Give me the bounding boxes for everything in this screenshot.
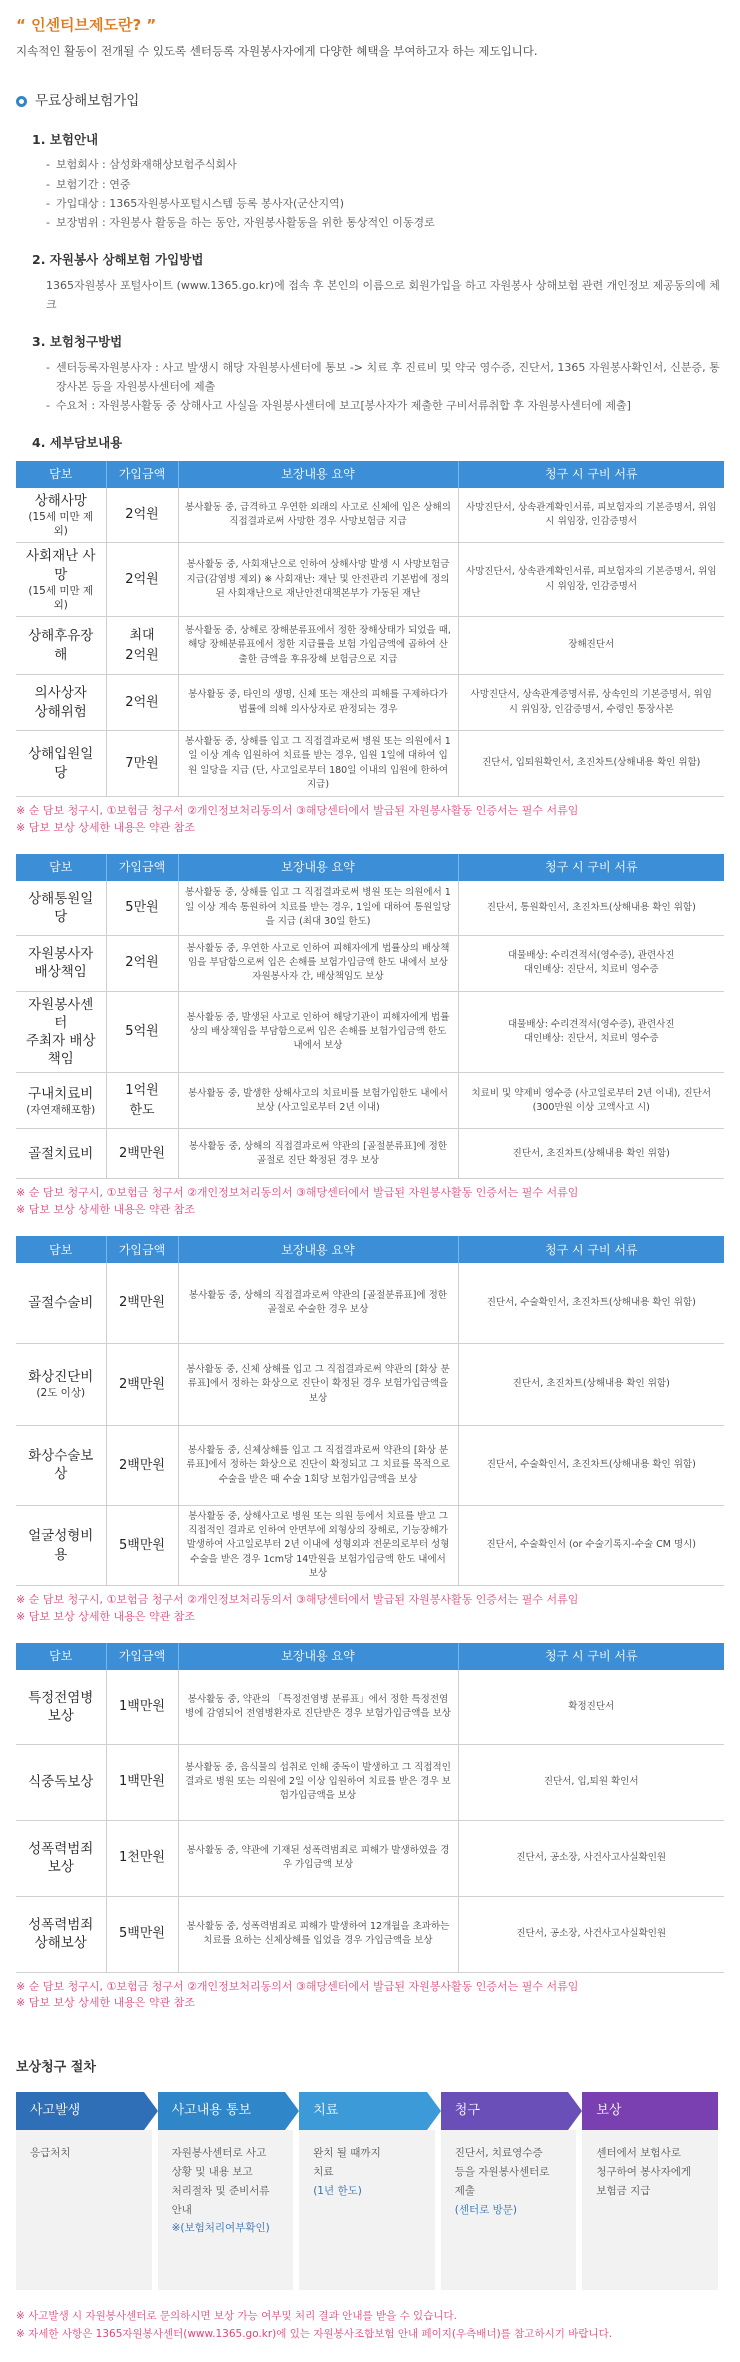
process-step-text: 상황 및 내용 보고 xyxy=(171,2165,253,2178)
required-documents: 확정진단서 xyxy=(458,1670,724,1744)
table-note: ※ 순 담보 청구시, ①보험금 청구서 ②개인정보처리동의서 ③해당센터에서 발급된 자원봉사활동 인증서는 필수 서류임 xyxy=(16,1593,579,1607)
process-step-text: 자원봉사센터로 사고 xyxy=(171,2146,267,2159)
required-documents: 사망진단서, 상속관계증명서류, 상속인의 기본증명서, 위임 시 위임장, 인감증명서, 수령인 통장사본 xyxy=(458,675,724,731)
required-documents: 진단서, 초진차트(상해내용 확인 위함) xyxy=(458,1343,724,1425)
table-row xyxy=(16,1263,724,1343)
required-documents: 진단서, 공소장, 사건사고사실확인원 xyxy=(458,1896,724,1972)
process-step-label xyxy=(299,2092,427,2130)
coverage-table xyxy=(16,461,724,797)
coverage-name-text: 화상수술보상 xyxy=(28,1448,94,1483)
section-title: 무료상해보험가입 xyxy=(35,93,140,110)
column-header: 보장내용 요약 xyxy=(178,461,458,488)
coverage-name-text: 자원봉사자 xyxy=(28,945,94,962)
column-header: 보장내용 요약 xyxy=(178,1236,458,1263)
coverage-tables xyxy=(16,461,724,2012)
required-documents: 진단서, 통원확인서, 초진차트(상해내용 확인 위함) xyxy=(458,881,724,935)
coverage-name-note: (2도 이상) xyxy=(36,1387,86,1400)
required-documents: 진단서, 입퇴원확인서, 초진차트(상해내용 확인 위함) xyxy=(458,731,724,797)
coverage-name xyxy=(16,543,106,617)
coverage-amount: 5백만원 xyxy=(106,1896,178,1972)
required-documents: 사망진단서, 상속관계확인서류, 피보험자의 기본증명서, 위임 시 위임장, 인감증명서 xyxy=(458,543,724,617)
coverage-name-text: 상해사망 xyxy=(34,492,87,509)
coverage-name-text: 상해후유장해 xyxy=(28,628,94,663)
coverage-summary: 봉사활동 중, 발생한 상해사고의 치료비를 보험가입한도 내에서 보상 (사고일로부터 2년 이내) xyxy=(178,1073,458,1129)
coverage-amount: 1백만원 xyxy=(106,1670,178,1744)
coverage-name xyxy=(16,617,106,675)
process-step-highlight: (1년 한도) xyxy=(313,2184,362,2197)
coverage-name xyxy=(16,731,106,797)
arrow-right-icon xyxy=(285,2092,299,2130)
coverage-summary: 봉사활동 중, 음식물의 섭취로 인해 중독이 발생하고 그 직접적인 결과로 병원 또는 의원에 2일 이상 입원하여 치료를 받은 경우 보험가입금액을 보상 xyxy=(178,1744,458,1820)
table-note: ※ 담보 보상 상세한 내용은 약관 참조 xyxy=(16,1609,195,1623)
process-step-text: 보험금 지급 xyxy=(596,2184,651,2197)
table-row xyxy=(16,991,724,1073)
process-step xyxy=(441,2092,583,2290)
claim-process-title: 보상청구 절차 xyxy=(16,2059,96,2075)
column-header: 보장내용 요약 xyxy=(178,1643,458,1670)
table-row xyxy=(16,675,724,731)
insurance-info xyxy=(16,130,724,232)
coverage-summary: 봉사활동 중, 성폭력범죄로 피해가 발생하여 12개월을 초과하는 치료를 요하는 신체상해를 입었을 경우 가입금액을 보상 xyxy=(178,1896,458,1972)
coverage-name-text: 의사상자 xyxy=(34,685,87,702)
process-step-text: 응급처치 xyxy=(30,2146,71,2159)
required-documents: 진단서, 초진차트(상해내용 확인 위함) xyxy=(458,1129,724,1179)
process-step xyxy=(158,2092,300,2290)
table-note: ※ 담보 보상 상세한 내용은 약관 참조 xyxy=(16,1202,195,1216)
coverage-summary: 봉사활동 중, 약관에 기재된 성폭력범죄로 피해가 발생하였을 경우 가입금액 보상 xyxy=(178,1820,458,1896)
coverage-amount: 2억원 xyxy=(106,935,178,991)
process-step xyxy=(16,2092,158,2290)
coverage-name-text: 사회재난 사망 xyxy=(26,548,96,583)
table-note: ※ 순 담보 청구시, ①보험금 청구서 ②개인정보처리동의서 ③해당센터에서 발급된 자원봉사활동 인증서는 필수 서류임 xyxy=(16,1186,579,1200)
coverage-name-text: 상해보상 xyxy=(34,1935,87,1952)
table-note: ※ 담보 보상 상세한 내용은 약관 참조 xyxy=(16,1996,195,2010)
coverage-summary: 봉사활동 중, 신체상해를 입고 그 직접결과로써 약관의 [화상 분류표]에서 정하는 화상으로 진단이 확정되고 그 치료를 목적으로 수술을 받은 때 수술 1회당 보험가입금액을 보상 xyxy=(178,1425,458,1505)
required-documents: 대물배상: 수리견적서(영수증), 관련사진 대인배상: 진단서, 치료비 영수증 xyxy=(458,935,724,991)
table-row xyxy=(16,543,724,617)
coverage-summary: 봉사활동 중, 상해로 장해분류표에서 정한 장해상태가 되었을 때, 해당 장해분류표에서 정한 지급률을 보험 가입금액에 곱하여 산출한 금액을 후유장해 보험금으로 지급 xyxy=(178,617,458,675)
column-header: 가입금액 xyxy=(106,461,178,488)
claim-method-title: 3. 보험청구방법 xyxy=(32,334,123,350)
process-step xyxy=(582,2092,724,2290)
column-header: 청구 시 구비 서류 xyxy=(458,1643,724,1670)
required-documents: 진단서, 수술확인서, 초진차트(상해내용 확인 위함) xyxy=(458,1263,724,1343)
table-row xyxy=(16,1896,724,1972)
required-documents: 진단서, 수술확인서, 초진차트(상해내용 확인 위함) xyxy=(458,1425,724,1505)
coverage-summary: 봉사활동 중, 발생된 사고로 인하여 해당기관이 피해자에게 법률상의 배상책임을 부담함으로써 입은 손해를 보험가입금액 한도 내에서 보상 xyxy=(178,991,458,1073)
coverage-name xyxy=(16,935,106,991)
bottom-note: ※ 사고발생 시 자원봉사센터로 문의하시면 보상 가능 여부및 처리 결과 안내를 받을 수 있습니다. xyxy=(16,2309,457,2322)
bottom-notes xyxy=(16,2308,724,2344)
process-step-label-text: 사고내용 통보 xyxy=(171,2102,252,2118)
list-item: - 센터등록자원봉사자 : 사고 발생시 해당 자원봉사센터에 통보 -> 치료 후 진료비 및 약국 영수증, 진단서, 1365 자원봉사확인서, 신분증, 통장사본 등을 자원봉사센터에 제출 xyxy=(46,358,724,397)
coverage-amount: 5백만원 xyxy=(106,1505,178,1585)
required-documents: 진단서, 수술확인서 (or 수술기록지-수술 CM 명시) xyxy=(458,1505,724,1585)
coverage-summary: 봉사활동 중, 우연한 사고로 인하여 피해자에게 법률상의 배상책임을 부담함으로써 입은 손해를 보험가입금액 한도 내에서 보상 자원봉사자 간, 배상책임도 보상 xyxy=(178,935,458,991)
coverage-name-text: 골절치료비 xyxy=(28,1145,94,1162)
circle-bullet-icon xyxy=(16,96,27,107)
intro-text: 지속적인 활동이 전개될 수 있도록 센터등록 자원봉사자에게 다양한 혜택을 부여하고자 하는 제도입니다. xyxy=(16,44,538,59)
coverage-name xyxy=(16,488,106,543)
table-row xyxy=(16,1425,724,1505)
coverage-amount: 1백만원 xyxy=(106,1744,178,1820)
coverage-name-text: 상해통원일당 xyxy=(28,890,94,925)
coverage-name xyxy=(16,1263,106,1343)
table-row xyxy=(16,1820,724,1896)
coverage-name-text: 주최자 배상책임 xyxy=(26,1033,96,1068)
required-documents: 진단서, 입,퇴원 확인서 xyxy=(458,1744,724,1820)
join-method-title: 2. 자원봉사 상해보험 가입방법 xyxy=(32,252,204,268)
process-step-body xyxy=(16,2130,152,2290)
coverage-name-text: 자원봉사센터 xyxy=(28,996,94,1031)
coverage-name-note: (자연재해포함) xyxy=(26,1103,96,1116)
coverage-details xyxy=(16,433,724,452)
process-step-label-text: 보상 xyxy=(596,2102,622,2118)
table-row xyxy=(16,1073,724,1129)
coverage-amount: 2백만원 xyxy=(106,1343,178,1425)
required-documents: 치료비 및 약제비 영수증 (사고일로부터 2년 이내), 진단서(300만원 이상 고액사고 시) xyxy=(458,1073,724,1129)
process-step-body xyxy=(299,2130,435,2290)
coverage-name-text: 구내치료비 xyxy=(28,1085,94,1102)
coverage-amount: 2억원 xyxy=(106,675,178,731)
coverage-name-text: 얼굴성형비용 xyxy=(28,1528,94,1563)
table-notes xyxy=(16,1979,724,2012)
column-header: 가입금액 xyxy=(106,1236,178,1263)
column-header: 청구 시 구비 서류 xyxy=(458,1236,724,1263)
process-step-body xyxy=(158,2130,294,2290)
coverage-amount: 2백만원 xyxy=(106,1263,178,1343)
required-documents: 장해진단서 xyxy=(458,617,724,675)
table-row xyxy=(16,1744,724,1820)
coverage-name-text: 골절수술비 xyxy=(28,1295,94,1312)
coverage-name-text: 성폭력범죄 xyxy=(28,1916,94,1933)
claim-method-list xyxy=(32,358,724,416)
process-step-label-text: 사고발생 xyxy=(30,2102,81,2118)
list-item: - 수요처 : 자원봉사활동 중 상해사고 사실을 자원봉사센터에 보고[봉사자가 제출한 구비서류취합 후 자원봉사센터에 제출] xyxy=(46,396,724,415)
coverage-summary: 봉사활동 중, 약관의 「특정전염병 분류표」에서 정한 특정전염병에 감염되어 전염병환자로 진단받은 경우 보험가입금액을 보상 xyxy=(178,1670,458,1744)
coverage-summary: 봉사활동 중, 신체 상해를 입고 그 직접결과로써 약관의 [화상 분류표]에서 정하는 화상으로 진단이 확정된 경우 보험가입금액을 보상 xyxy=(178,1343,458,1425)
coverage-name xyxy=(16,1820,106,1896)
coverage-name-note: (15세 미만 제외) xyxy=(28,510,94,538)
list-item: - 보장범위 : 자원봉사 활동을 하는 동안, 자원봉사활동을 위한 통상적인 이동경로 xyxy=(46,213,724,232)
coverage-summary: 봉사활동 중, 상해의 직접결과로써 약관의 [골절분류표]에 정한 골절로 수술한 경우 보상 xyxy=(178,1263,458,1343)
coverage-summary: 봉사활동 중, 상해를 입고 그 직접결과로써 병원 또는 의원에서 1일 이상 계속 입원하여 치료를 받는 경우, 입원 1일에 대하여 입원 일당을 지급 (단, 사고일로부터 180일 이내의 입원에 한하여 지급) xyxy=(178,731,458,797)
coverage-summary: 봉사활동 중, 급격하고 우연한 외래의 사고로 신체에 입은 상해의 직접결과로써 사망한 경우 사망보험금 지급 xyxy=(178,488,458,543)
process-step-label xyxy=(16,2092,144,2130)
coverage-details-title: 4. 세부담보내용 xyxy=(32,435,123,451)
list-item: - 보험회사 : 삼성화재해상보험주식회사 xyxy=(46,155,724,174)
process-step-text: 제출 xyxy=(454,2184,476,2197)
process-step-text: 청구하여 봉사자에게 xyxy=(596,2165,691,2178)
coverage-name-text: 식중독보상 xyxy=(28,1774,94,1791)
coverage-name xyxy=(16,1129,106,1179)
coverage-summary: 봉사활동 중, 상해사고로 병원 또는 의원 등에서 치료를 받고 그 직접적인 결과로 인하여 안면부에 외형상의 장해로, 기능장해가 발생하여 사고일로부터 2년 이내에 성형외과 전문의로부터 성형수술을 받은 경우 1cm당 14만원을 보험가입금액 한도 내에서 보상 xyxy=(178,1505,458,1585)
coverage-amount: 2백만원 xyxy=(106,1425,178,1505)
process-step-label-text: 치료 xyxy=(313,2102,339,2118)
coverage-table xyxy=(16,854,724,1179)
arrow-right-icon xyxy=(144,2092,158,2130)
table-row xyxy=(16,488,724,543)
coverage-summary: 봉사활동 중, 상해의 직접결과로써 약관의 [골절분류표]에 정한 골절로 진단 확정된 경우 보상 xyxy=(178,1129,458,1179)
coverage-name-text: 배상책임 xyxy=(34,964,87,981)
process-step xyxy=(299,2092,441,2290)
insurance-info-list xyxy=(32,155,724,232)
section-header xyxy=(16,91,724,112)
coverage-amount: 5만원 xyxy=(106,881,178,935)
required-documents: 사망진단서, 상속관계확인서류, 피보험자의 기본증명서, 위임 시 위임장, 인감증명서 xyxy=(458,488,724,543)
coverage-amount: 1천만원 xyxy=(106,1820,178,1896)
table-row xyxy=(16,617,724,675)
coverage-name xyxy=(16,1744,106,1820)
claim-method xyxy=(16,332,724,415)
column-header: 청구 시 구비 서류 xyxy=(458,854,724,881)
process-step-text: 처리절차 및 준비서류 xyxy=(171,2184,270,2197)
coverage-name xyxy=(16,1343,106,1425)
column-header: 담보 xyxy=(16,854,106,881)
table-note: ※ 담보 보상 상세한 내용은 약관 참조 xyxy=(16,820,195,834)
column-header: 담보 xyxy=(16,461,106,488)
arrow-right-icon xyxy=(568,2092,582,2130)
coverage-amount: 최대 2억원 xyxy=(106,617,178,675)
process-step-label-text: 청구 xyxy=(454,2102,480,2118)
table-row xyxy=(16,1129,724,1179)
column-header: 가입금액 xyxy=(106,854,178,881)
coverage-name xyxy=(16,675,106,731)
table-row xyxy=(16,731,724,797)
coverage-summary: 봉사활동 중, 타인의 생명, 신체 또는 재산의 피해를 구제하다가 법률에 의해 의사상자로 판정되는 경우 xyxy=(178,675,458,731)
table-row xyxy=(16,1343,724,1425)
join-method-text: 1365자원봉사 포털사이트 (www.1365.go.kr)에 접속 후 본인의 이름으로 회원가입을 하고 자원봉사 상해보험 관련 개인정보 제공동의에 체크 xyxy=(46,278,720,311)
coverage-summary: 봉사활동 중, 사회재난으로 인하여 상해사망 발생 시 사망보험금 지급(감염병 제외) ※ 사회재난: 재난 및 안전관리 기본법에 정의된 사회재난으로 재난안전대책본부가 가동된 재난 xyxy=(178,543,458,617)
process-step-text: 센터에서 보험사로 xyxy=(596,2146,681,2159)
list-item: - 가입대상 : 1365자원봉사포털시스템 등록 봉사자(군산지역) xyxy=(46,194,724,213)
join-method xyxy=(16,250,724,314)
coverage-name xyxy=(16,1073,106,1129)
table-notes xyxy=(16,803,724,836)
coverage-amount: 2억원 xyxy=(106,543,178,617)
coverage-name-text: 특정전염병보상 xyxy=(28,1689,94,1724)
process-step-body xyxy=(582,2130,718,2290)
coverage-table xyxy=(16,1236,724,1586)
column-header: 담보 xyxy=(16,1643,106,1670)
process-step-body xyxy=(441,2130,577,2290)
process-step-text: 안내 xyxy=(171,2203,192,2216)
column-header: 담보 xyxy=(16,1236,106,1263)
coverage-amount: 2억원 xyxy=(106,488,178,543)
table-notes xyxy=(16,1592,724,1625)
column-header: 가입금액 xyxy=(106,1643,178,1670)
table-row xyxy=(16,935,724,991)
bottom-note: ※ 자세한 사항은 1365자원봉사센터(www.1365.go.kr)에 있는 자원봉사조합보험 안내 페이지(우측배너)를 참고하시기 바랍니다. xyxy=(16,2327,613,2340)
coverage-name-note: (15세 미만 제외) xyxy=(28,584,94,611)
coverage-amount: 7만원 xyxy=(106,731,178,797)
coverage-name-text: 상해입원일당 xyxy=(28,746,94,781)
process-step-text: 등을 자원봉사센터로 xyxy=(454,2165,550,2178)
process-step-label xyxy=(158,2092,286,2130)
coverage-amount: 2백만원 xyxy=(106,1129,178,1179)
coverage-name xyxy=(16,1505,106,1585)
coverage-name-text: 성폭력범죄보상 xyxy=(28,1840,94,1876)
column-header: 보장내용 요약 xyxy=(178,854,458,881)
claim-process-flow xyxy=(16,2092,724,2290)
table-notes xyxy=(16,1185,724,1218)
coverage-amount: 1억원 한도 xyxy=(106,1073,178,1129)
coverage-name xyxy=(16,1425,106,1505)
table-note: ※ 순 담보 청구시, ①보험금 청구서 ②개인정보처리동의서 ③해당센터에서 발급된 자원봉사활동 인증서는 필수 서류임 xyxy=(16,1979,579,1993)
table-row xyxy=(16,1505,724,1585)
column-header: 청구 시 구비 서류 xyxy=(458,461,724,488)
coverage-summary: 봉사활동 중, 상해를 입고 그 직접결과로써 병원 또는 의원에서 1일 이상 계속 통원하여 치료를 받는 경우, 1일에 대하여 통원일당을 지급 (최대 30일 한도) xyxy=(178,881,458,935)
coverage-name xyxy=(16,1896,106,1972)
process-step-label xyxy=(582,2092,718,2130)
coverage-name xyxy=(16,991,106,1073)
process-step-highlight: (센터로 방문) xyxy=(454,2203,518,2216)
process-step-highlight: ※(보험처리여부확인) xyxy=(171,2222,270,2235)
coverage-amount: 5억원 xyxy=(106,991,178,1073)
coverage-name xyxy=(16,881,106,935)
process-step-text: 완치 될 때까지 xyxy=(313,2146,381,2159)
arrow-right-icon xyxy=(427,2092,441,2130)
coverage-table xyxy=(16,1643,724,1973)
process-step-text: 치료 xyxy=(313,2165,334,2178)
coverage-name-text: 상해위험 xyxy=(34,703,87,720)
intro-title: “ 인센티브제도란? ” xyxy=(16,16,157,34)
table-note: ※ 순 담보 청구시, ①보험금 청구서 ②개인정보처리동의서 ③해당센터에서 발급된 자원봉사활동 인증서는 필수 서류임 xyxy=(16,804,579,818)
process-step-text: 진단서, 치료영수증 xyxy=(454,2146,543,2159)
coverage-name xyxy=(16,1670,106,1744)
coverage-name-text: 화상진단비 xyxy=(28,1369,94,1386)
list-item: - 보험기간 : 연중 xyxy=(46,175,724,194)
insurance-info-title: 1. 보험안내 xyxy=(32,131,99,147)
table-row xyxy=(16,1670,724,1744)
process-step-label xyxy=(441,2092,569,2130)
required-documents: 진단서, 공소장, 사건사고사실확인원 xyxy=(458,1820,724,1896)
table-row xyxy=(16,881,724,935)
required-documents: 대물배상: 수리견적서(영수증), 관련사진 대인배상: 진단서, 치료비 영수증 xyxy=(458,991,724,1073)
